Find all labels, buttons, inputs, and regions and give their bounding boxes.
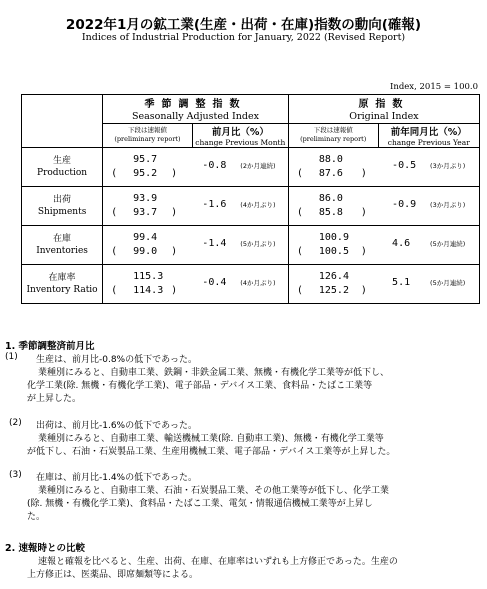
- sa-prelim-jp: 下段は速報値: [127, 126, 167, 134]
- body-line: (除. 無機・有機化学工業)、食料品・たばこ工業、電気・情報通信機械工業等が上昇し: [27, 499, 373, 509]
- table-row: [22, 264, 480, 303]
- yoy-note: (3か月ぶり): [430, 200, 466, 209]
- sa-value: 93.9: [133, 192, 158, 204]
- orig-header-jp: 原指数: [288, 95, 479, 111]
- row-label-en: Shipments: [37, 206, 87, 217]
- yoy-cell: [378, 147, 479, 186]
- row-label: [22, 186, 103, 225]
- index-table: [21, 94, 480, 304]
- sa-header-en: Seasonally Adjusted Index: [103, 110, 289, 123]
- body-line: 在庫は、前月比-1.4%の低下であった。: [36, 473, 198, 483]
- orig-cell: [288, 186, 378, 225]
- orig-prelim-open-paren: (: [296, 167, 303, 179]
- sa-value: 99.4: [133, 231, 158, 243]
- yoy-note: (3か月ぶり): [430, 161, 466, 170]
- sa-header-jp: 季節調整指数: [103, 95, 289, 111]
- table-row: [22, 147, 480, 186]
- sa-value: 115.3: [133, 270, 164, 282]
- row-label: [22, 147, 103, 186]
- yoy-note: (5か月連続): [430, 239, 466, 248]
- section2-title: 2. 速報時との比較: [5, 543, 86, 554]
- mom-note: (5か月ぶり): [240, 239, 276, 248]
- orig-prelim-value: 87.6: [318, 167, 343, 179]
- table-corner: [22, 95, 103, 148]
- yoy-value: -0.9: [392, 198, 417, 210]
- orig-value: 100.9: [318, 231, 349, 243]
- item-number: (1): [5, 352, 18, 362]
- mom-value: -1.6: [202, 198, 227, 210]
- yoy-cell: [378, 264, 479, 303]
- sa-prelim-value: 99.0: [133, 245, 158, 257]
- body-line: た。: [27, 512, 46, 522]
- yoy-header-en: change Previous Year: [387, 137, 470, 147]
- mom-note: (4か月ぶり): [240, 278, 276, 287]
- yoy-note: (5か月連続): [430, 278, 466, 287]
- row-label-en: Production: [37, 167, 88, 178]
- mom-cell: [192, 186, 288, 225]
- mom-header: [192, 123, 288, 147]
- orig-cell: [288, 264, 378, 303]
- sa-cell: [103, 186, 193, 225]
- orig-value: 86.0: [318, 192, 343, 204]
- orig-prelim-open-paren: (: [296, 245, 303, 257]
- orig-prelim-close-paren: ): [360, 245, 367, 257]
- row-label: [22, 264, 103, 303]
- orig-prelim-value: 125.2: [318, 284, 349, 296]
- yoy-value: -0.5: [392, 159, 417, 171]
- sa-cell: [103, 225, 193, 264]
- orig-cell: [288, 147, 378, 186]
- yoy-cell: [378, 225, 479, 264]
- mom-value: -0.8: [202, 159, 227, 171]
- body-line: が低下し、石油・石炭製品工業、生産用機械工業、電子部品・デバイス工業等が上昇した。: [27, 447, 396, 457]
- row-label-jp: 出荷: [53, 194, 72, 205]
- yoy-value: 4.6: [392, 237, 411, 249]
- mom-value: -0.4: [202, 276, 227, 288]
- body-line: 速報と確報を比べると、生産、出荷、在庫、在庫率はいずれも上方修正であった。生産の: [38, 557, 398, 567]
- row-label-en: Inventories: [36, 245, 88, 256]
- body-line: 生産は、前月比-0.8%の低下であった。: [36, 355, 198, 365]
- section1-title: 1. 季節調整済前月比: [5, 341, 95, 352]
- body-line: が上昇した。: [27, 394, 82, 404]
- yoy-cell: [378, 186, 479, 225]
- row-label-en: Inventory Ratio: [26, 284, 98, 295]
- sa-cell: [103, 147, 193, 186]
- mom-cell: [192, 147, 288, 186]
- item-number: (3): [9, 470, 22, 480]
- orig-prelim-close-paren: ): [360, 167, 367, 179]
- row-label-jp: 在庫: [53, 233, 72, 244]
- mom-value: -1.4: [202, 237, 227, 249]
- orig-prelim-en: (preliminary report): [300, 135, 367, 143]
- orig-prelim-jp: 下段は速報値: [313, 126, 353, 134]
- table-row: [22, 225, 480, 264]
- sa-prelim-open-paren: (: [111, 167, 118, 179]
- page-title: 2022年1月の鉱工業(生産・出荷・在庫)指数の動向(確報): [65, 17, 422, 33]
- orig-header-en: Original Index: [288, 110, 479, 123]
- sa-prelim-close-paren: ): [171, 167, 178, 179]
- table-row: [22, 186, 480, 225]
- orig-cell: [288, 225, 378, 264]
- sa-cell: [103, 264, 193, 303]
- sa-value: 95.7: [133, 153, 158, 165]
- sa-prelim-open-paren: (: [111, 245, 118, 257]
- sa-prelim-close-paren: ): [171, 245, 178, 257]
- yoy-header: [378, 123, 479, 147]
- orig-prelim-open-paren: (: [296, 284, 303, 296]
- orig-prelim-value: 100.5: [318, 245, 349, 257]
- orig-prelim-header: [288, 123, 378, 147]
- sa-prelim-en: (preliminary report): [114, 135, 181, 143]
- body-line: 出荷は、前月比-1.6%の低下であった。: [36, 421, 198, 431]
- sa-prelim-value: 93.7: [133, 206, 158, 218]
- orig-prelim-value: 85.8: [318, 206, 343, 218]
- mom-note: (4か月ぶり): [240, 200, 276, 209]
- mom-cell: [192, 264, 288, 303]
- body-line: 業種別にみると、自動車工業、鉄鋼・非鉄金属工業、無機・有機化学工業等が低下し、: [38, 368, 390, 378]
- mom-note: (2か月連続): [240, 161, 276, 170]
- body-line: 上方修正は、医薬品、即席麺類等による。: [27, 570, 199, 580]
- sa-prelim-open-paren: (: [111, 284, 118, 296]
- sa-prelim-header: [103, 123, 193, 147]
- orig-value: 126.4: [318, 270, 349, 282]
- sa-prelim-value: 114.3: [133, 284, 164, 296]
- sa-prelim-value: 95.2: [133, 167, 158, 179]
- body-line: 業種別にみると、自動車工業、輸送機械工業(除. 自動車工業)、無機・有機化学工業等: [38, 434, 384, 444]
- mom-header-jp: 前月比（%）: [211, 126, 269, 138]
- body-line: 業種別にみると、自動車工業、石油・石炭製品工業、その他工業等が低下し、化学工業: [38, 486, 390, 496]
- sa-prelim-close-paren: ): [171, 206, 178, 218]
- item-number: (2): [9, 418, 22, 428]
- yoy-value: 5.1: [392, 276, 411, 288]
- orig-prelim-close-paren: ): [360, 284, 367, 296]
- row-label: [22, 225, 103, 264]
- sa-prelim-open-paren: (: [111, 206, 118, 218]
- body-line: 化学工業(除. 無機・有機化学工業)、電子部品・デバイス工業、食料品・たばこ工業等: [27, 381, 373, 391]
- row-label-jp: 生産: [53, 155, 72, 166]
- mom-cell: [192, 225, 288, 264]
- index-base-note: Index, 2015 = 100.0: [390, 82, 478, 92]
- orig-value: 88.0: [318, 153, 343, 165]
- mom-header-en: change Previous Month: [195, 137, 286, 147]
- orig-prelim-close-paren: ): [360, 206, 367, 218]
- page-subtitle: Indices of Industrial Production for January, 2022 (Revised Report): [81, 32, 406, 43]
- sa-prelim-close-paren: ): [171, 284, 178, 296]
- orig-prelim-open-paren: (: [296, 206, 303, 218]
- yoy-header-jp: 前年同月比（%）: [390, 126, 467, 138]
- row-label-jp: 在庫率: [48, 272, 76, 283]
